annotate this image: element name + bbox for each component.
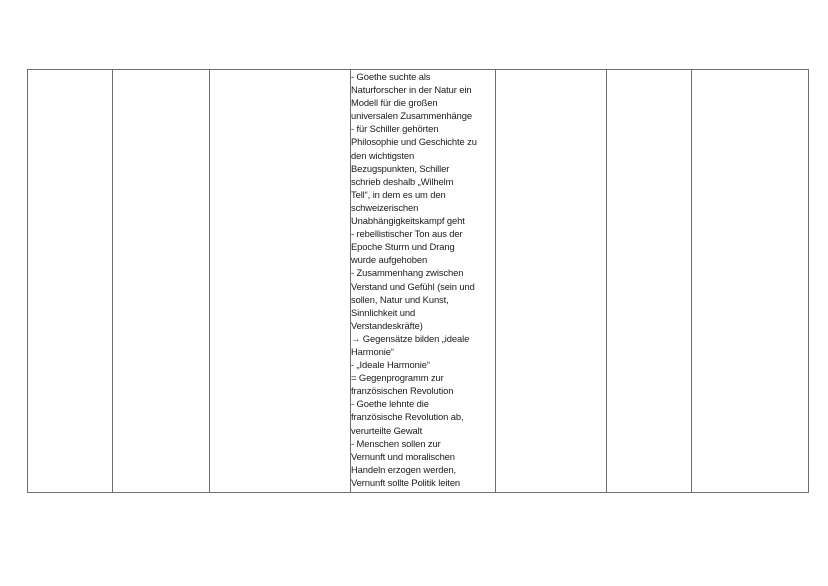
- cell-text-line: → Gegensätze bilden „ideale: [351, 332, 470, 344]
- cell-text-line: - Goethe suchte als: [351, 71, 431, 82]
- cell-text-line: französische Revolution ab,: [351, 411, 464, 423]
- cell-text-line: schweizerischen: [351, 201, 419, 213]
- cell-text-line: Verstand und Gefühl (sein und: [351, 280, 475, 292]
- cell-text-line: verurteilte Gewalt: [351, 424, 423, 436]
- cell-text-line: französischen Revolution: [351, 385, 454, 397]
- cell-text-line: Vernunft sollte Politik leiten: [351, 476, 461, 488]
- cell-text-line: Unabhängigkeitskampf geht: [351, 215, 465, 227]
- cell-text-line: Tell“, in dem es um den: [351, 188, 446, 200]
- cell-text-line: = Gegenprogramm zur: [351, 372, 444, 384]
- cell-text-line: Harmonie“: [351, 345, 394, 357]
- cell-text-line: Naturforscher in der Natur ein: [351, 84, 472, 96]
- table-cell-empty-3: [210, 70, 351, 493]
- table-cell-empty-6: [607, 70, 692, 493]
- cell-text-line: Verstandeskräfte): [351, 319, 423, 331]
- cell-text-line: Epoche Sturm und Drang: [351, 241, 455, 253]
- cell-text-line: schrieb deshalb „Wilhelm: [351, 175, 454, 187]
- cell-text-line: - Goethe lehnte die: [351, 398, 429, 410]
- table-cell-empty-1: [28, 70, 113, 493]
- cell-text-line: Handeln erzogen werden,: [351, 463, 457, 475]
- cell-text-line: Modell für die großen: [351, 97, 438, 109]
- table-row: [28, 70, 809, 493]
- cell-text-line: - Zusammenhang zwischen: [351, 267, 464, 279]
- table-cell-empty-2: [113, 70, 210, 493]
- table-cell-empty-7: [692, 70, 809, 493]
- notes-table: [27, 69, 809, 493]
- cell-text-line: den wichtigsten: [351, 149, 415, 161]
- cell-text-line: universalen Zusammenhänge: [351, 110, 473, 122]
- cell-text-line: Bezugspunkten, Schiller: [351, 162, 450, 174]
- cell-text-line: Sinnlichkeit und: [351, 306, 416, 318]
- cell-text-line: Vernunft und moralischen: [351, 450, 455, 462]
- cell-text-line: - Menschen sollen zur: [351, 437, 441, 449]
- table-cell-empty-5: [496, 70, 607, 493]
- cell-text-line: Philosophie und Geschichte zu: [351, 136, 477, 148]
- table-cell-content: [351, 70, 496, 493]
- cell-text-line: - „Ideale Harmonie“: [351, 359, 430, 371]
- cell-text-line: - für Schiller gehörten: [351, 123, 439, 135]
- cell-text-line: - rebellistischer Ton aus der: [351, 228, 463, 240]
- cell-text-line: sollen, Natur und Kunst,: [351, 293, 449, 305]
- cell-text-line: wurde aufgehoben: [351, 254, 428, 266]
